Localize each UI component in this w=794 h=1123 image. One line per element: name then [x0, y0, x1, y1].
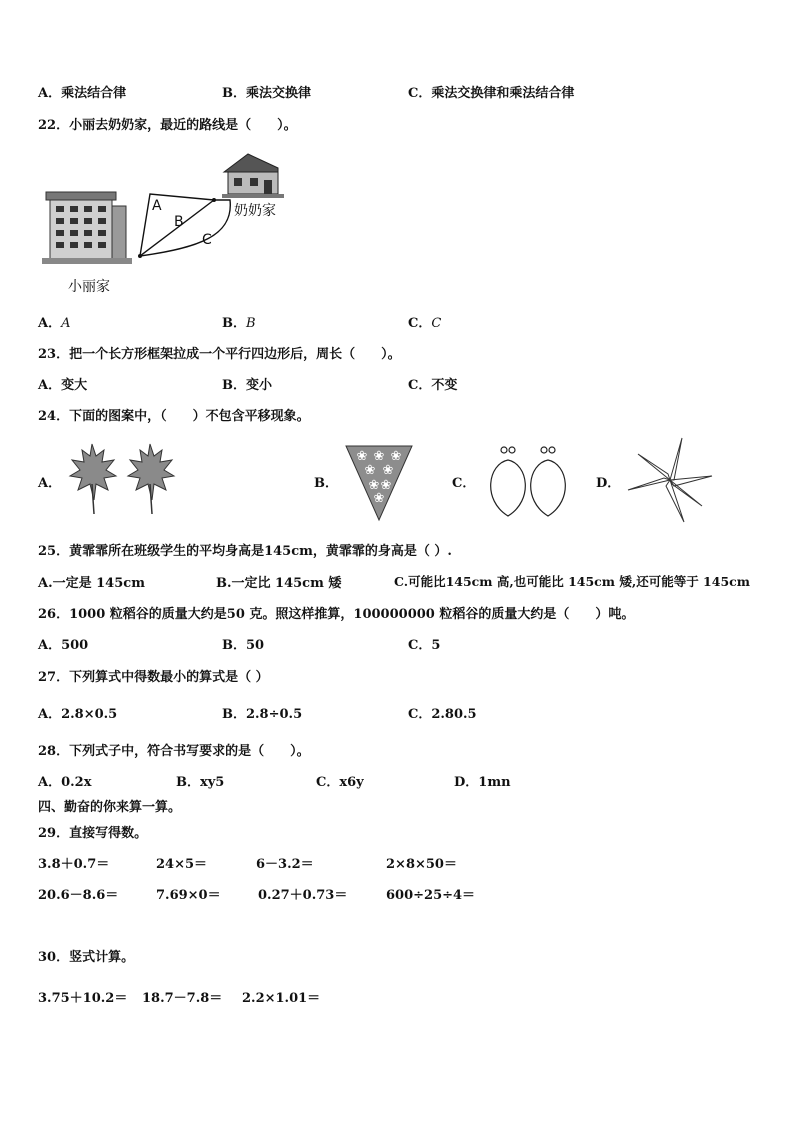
q26-options	[38, 634, 778, 654]
q24-figure-b	[344, 444, 414, 522]
svg-text:❀: ❀	[364, 463, 376, 478]
q28-option-b[interactable]: B．xy5	[176, 775, 225, 790]
q22-option-a[interactable]: A．A	[38, 316, 71, 331]
q29-item: 20.6－8.6＝	[38, 888, 119, 903]
q27-options	[38, 703, 778, 723]
q25-option-b[interactable]: B.一定比 145cm 矮	[216, 576, 342, 591]
svg-text:❀: ❀	[356, 449, 368, 464]
q22-figure	[38, 148, 298, 300]
q29-item: 0.27＋0.73＝	[258, 888, 348, 903]
q23-question: 23．把一个长方形框架拉成一个平行四边形后，周长（ ）。	[38, 347, 401, 362]
q29-row-1	[38, 853, 778, 873]
q30-item: 18.7－7.8＝	[142, 991, 223, 1006]
q28-option-a[interactable]: A．0.2x	[38, 775, 92, 790]
q25-option-c[interactable]: C.可能比145cm 高,也可能比 145cm 矮,还可能等于 145cm	[394, 574, 750, 589]
q30-question: 30．竖式计算。	[38, 950, 135, 965]
q23-option-c[interactable]: C．不变	[408, 378, 458, 393]
q27-option-b[interactable]: B．2.8÷0.5	[222, 707, 303, 722]
q24-option-a[interactable]: A．	[38, 476, 62, 491]
q22-option-c[interactable]: C．C	[408, 316, 442, 331]
section-4-title: 四、勤奋的你来算一算。	[38, 800, 182, 815]
q25-options	[38, 572, 778, 592]
q26-question: 26．1000 粒稻谷的质量大约是50 克。照这样推算，100000000 粒稻谷的质量大约是（ ）吨。	[38, 607, 635, 622]
q29-question: 29．直接写得数。	[38, 826, 148, 841]
q24-option-b[interactable]: B．	[314, 476, 338, 491]
q27-option-c[interactable]: C．2.80.5	[408, 707, 477, 722]
q22-question: 22．小丽去奶奶家，最近的路线是（ ）。	[38, 118, 297, 133]
q23-options	[38, 374, 778, 394]
q29-item: 24×5＝	[156, 857, 208, 872]
svg-text:❀: ❀	[390, 449, 402, 464]
q24-question: 24．下面的图案中，（ ）不包含平移现象。	[38, 409, 310, 424]
svg-text:❀: ❀	[382, 463, 394, 478]
q24-figure-d	[624, 434, 716, 526]
route-c-label: C	[202, 232, 212, 248]
q28-options	[38, 771, 778, 791]
q30-row	[38, 987, 778, 1007]
q22-options	[38, 312, 778, 332]
q23-option-a[interactable]: A．变大	[38, 378, 88, 393]
q29-item: 2×8×50＝	[386, 857, 457, 872]
house-icon	[222, 154, 284, 198]
q28-option-c[interactable]: C．x6y	[316, 775, 364, 790]
q27-option-a[interactable]: A．2.8×0.5	[38, 707, 118, 722]
q30-item: 3.75＋10.2＝	[38, 991, 128, 1006]
q26-option-b[interactable]: B．50	[222, 638, 265, 653]
pinwheel-icon	[628, 438, 712, 522]
q27-question: 27．下列算式中得数最小的算式是（ ）	[38, 670, 269, 685]
svg-text:❀: ❀	[380, 478, 392, 493]
q30-item: 2.2×1.01＝	[242, 991, 321, 1006]
q22-option-b[interactable]: B．B	[222, 316, 256, 331]
q21-option-a[interactable]: A．乘法结合律	[38, 86, 127, 101]
route-a-label: A	[152, 198, 162, 214]
q23-option-b[interactable]: B．变小	[222, 378, 272, 393]
apartment-building-icon	[42, 192, 132, 264]
q26-option-a[interactable]: A．500	[38, 638, 89, 653]
svg-text:❀: ❀	[368, 478, 380, 493]
svg-text:❀: ❀	[373, 449, 385, 464]
svg-text:❀: ❀	[373, 491, 385, 506]
q28-question: 28．下列式子中，符合书写要求的是（ ）。	[38, 744, 310, 759]
q21-options	[38, 82, 778, 102]
q29-item: 6－3.2＝	[256, 857, 314, 872]
q26-option-c[interactable]: C．5	[408, 638, 441, 653]
heart-loops-icon	[491, 447, 566, 516]
q29-item: 7.69×0＝	[156, 888, 221, 903]
end-location-label: 奶奶家	[234, 203, 276, 219]
q29-item: 3.8＋0.7＝	[38, 857, 110, 872]
q28-option-d[interactable]: D．1mn	[454, 775, 511, 790]
start-location-label: 小丽家	[68, 279, 110, 295]
maple-leaf-icon	[128, 444, 174, 514]
q24-figure-c	[482, 440, 582, 522]
q25-option-a[interactable]: A.一定是 145cm	[38, 576, 145, 591]
maple-leaf-icon	[70, 444, 116, 514]
q24-option-d[interactable]: D．	[596, 476, 621, 491]
route-b-label: B	[174, 214, 184, 230]
q25-question: 25．黄霏霏所在班级学生的平均身高是145cm，黄霏霏的身高是（ ）.	[38, 544, 452, 559]
q24-figure-a	[64, 440, 184, 520]
q21-option-c[interactable]: C．乘法交换律和乘法结合律	[408, 86, 575, 101]
q29-row-2	[38, 884, 778, 904]
q21-option-b[interactable]: B．乘法交换律	[222, 86, 311, 101]
q24-option-c[interactable]: C．	[452, 476, 476, 491]
q29-item: 600÷25÷4＝	[386, 888, 476, 903]
